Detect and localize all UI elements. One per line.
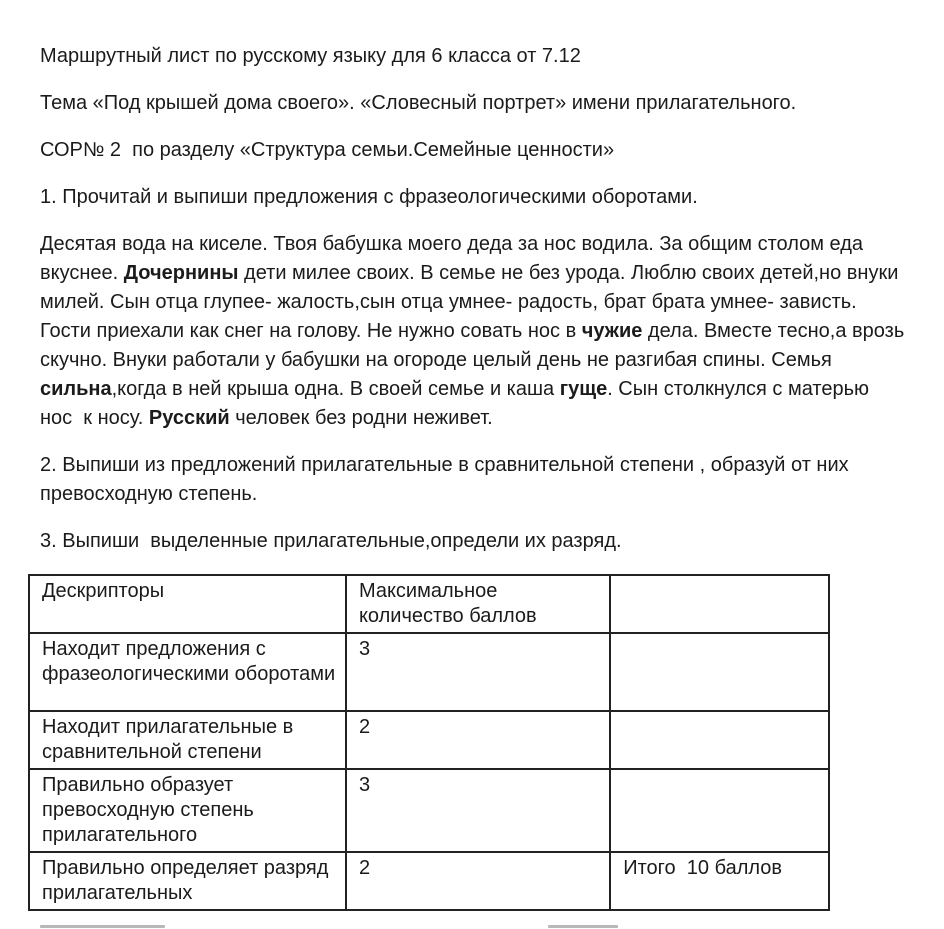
descriptor-cell: Находит предложения с фразеологическими оборотами [29, 633, 346, 711]
descriptor-cell: Находит прилагательные в сравнительной степени [29, 711, 346, 769]
text-segment: . Сын столкнулся с матерью нос к носу. [40, 378, 881, 429]
table-row [29, 711, 829, 769]
text-segment: Десятая вода на киселе. Твоя бабушка моего деда за нос водила. За общим столом еда вкуснее. [40, 233, 869, 284]
points-cell: 3 [346, 633, 610, 711]
scoring-table [28, 574, 830, 911]
total-points-cell: Итого 10 баллов [610, 852, 829, 910]
cutoff-text-remnant [40, 925, 165, 928]
note-cell [610, 769, 829, 852]
header-descriptors: Дескрипторы [29, 575, 346, 633]
text-segment: дела. Вместе тесно,а врозь скучно. Внуки работали у бабушки на огороде целый день не разгибая спины. Семья [40, 320, 910, 371]
task-1: 1. Прочитай и выпиши предложения с фразеологическими оборотами. [40, 186, 698, 208]
document-title: Маршрутный лист по русскому языку для 6 класса от 7.12 [40, 45, 581, 67]
bold-term: Русский [148, 407, 230, 429]
section-line: СОР№ 2 по разделу «Структура семьи.Семейные ценности» [40, 139, 615, 161]
header-empty [610, 575, 829, 633]
header-max-points: Максимальное количество баллов [346, 575, 610, 633]
bold-term: сильна [40, 378, 112, 400]
table-row [29, 769, 829, 852]
points-cell: 2 [346, 711, 610, 769]
text-segment: ,когда в ней крыша одна. В своей семье и каша [111, 378, 560, 400]
table-header-row [29, 575, 829, 633]
descriptor-cell: Правильно определяет разряд прилагательных [29, 852, 346, 910]
bold-term: Дочернины [123, 262, 239, 284]
note-cell [610, 711, 829, 769]
task-2: 2. Выпиши из предложений прилагательные в сравнительной степени , образуй от них превосходную степень. [40, 454, 855, 505]
table-row [29, 633, 829, 711]
bold-term: гуще [559, 378, 608, 400]
points-cell: 3 [346, 769, 610, 852]
descriptor-cell: Правильно образует превосходную степень прилагательного [29, 769, 346, 852]
exercise-paragraph [40, 230, 910, 433]
points-cell: 2 [346, 852, 610, 910]
bold-term: чужие [581, 320, 643, 342]
text-segment: человек без родни неживет. [229, 407, 493, 429]
note-cell [610, 633, 829, 711]
table-row [29, 852, 829, 910]
task-3: 3. Выпиши выделенные прилагательные,определи их разряд. [40, 530, 622, 552]
cutoff-text-remnant [548, 925, 618, 928]
topic-line: Тема «Под крышей дома своего». «Словесный портрет» имени прилагательного. [40, 92, 797, 114]
text-segment: дети милее своих. В семье не без урода. Люблю своих детей,но внуки милей. Сын отца глупее- жалость,сын отца умнее- радость, брат брата умнее- зависть. Гости приехали как снег на голову. Не нужно совать нос в [40, 262, 904, 342]
